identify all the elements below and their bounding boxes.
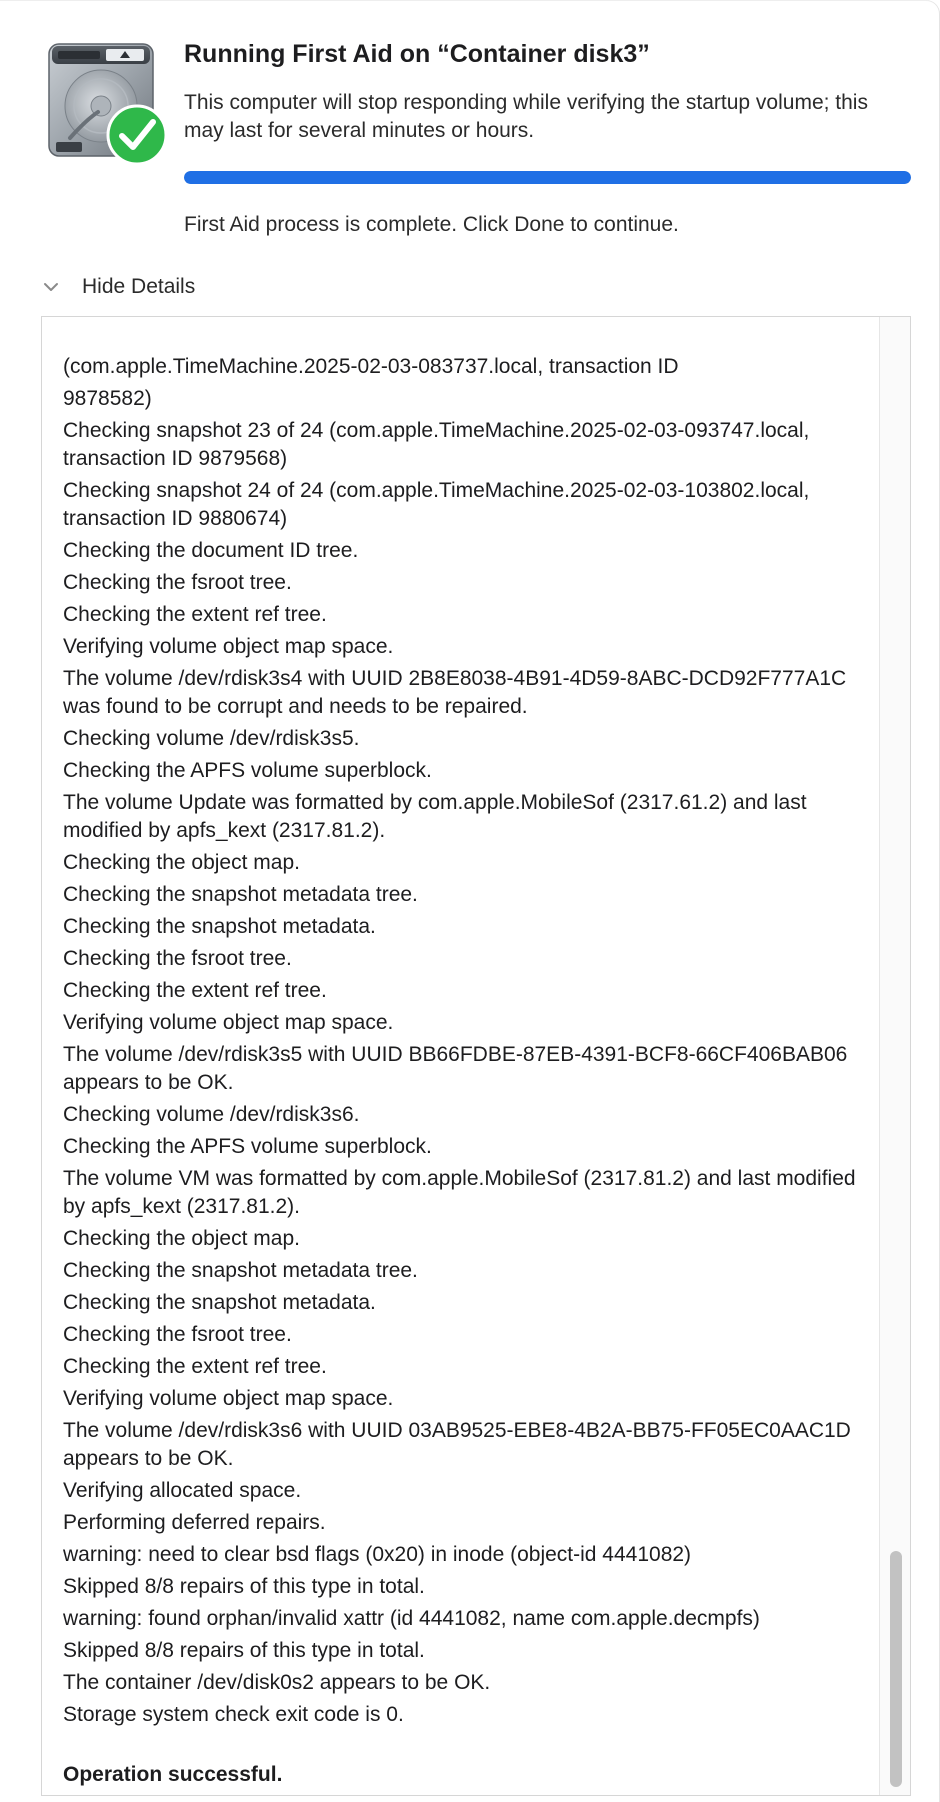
log-line: 9878582) — [63, 387, 152, 410]
log-line: Skipped 8/8 repairs of this type in total. — [63, 1575, 425, 1598]
log-line: Checking the fsroot tree. — [63, 947, 292, 970]
dialog-title: Running First Aid on “Container disk3” — [184, 40, 650, 68]
log-line: Checking volume /dev/rdisk3s6. — [63, 1103, 360, 1126]
log-line: Checking the snapshot metadata tree. — [63, 1259, 418, 1282]
log-line: Checking the extent ref tree. — [63, 979, 327, 1002]
log-final-line: Operation successful. — [63, 1763, 283, 1786]
log-line: Checking the snapshot metadata. — [63, 915, 376, 938]
log-line: Verifying allocated space. — [63, 1479, 302, 1502]
progress-fill — [184, 171, 911, 184]
log-line: Checking the extent ref tree. — [63, 603, 327, 626]
progress-bar — [184, 171, 911, 184]
log-line: Checking volume /dev/rdisk3s5. — [63, 727, 360, 750]
log-line: Checking the document ID tree. — [63, 539, 359, 562]
checkmark-badge-icon — [106, 104, 168, 166]
log-line: Performing deferred repairs. — [63, 1511, 326, 1534]
log-scrollbar[interactable] — [879, 317, 910, 1795]
log-lines — [63, 385, 860, 1729]
chevron-down-icon — [40, 276, 62, 298]
log-line: The volume Update was formatted by com.apple.MobileSof (2317.61.2) and last modified by apfs_kext (2317.81.2). — [63, 791, 807, 842]
log-line: Checking the snapshot metadata. — [63, 1291, 376, 1314]
log-line: Verifying volume object map space. — [63, 635, 394, 658]
hide-details-toggle[interactable] — [40, 272, 195, 302]
log-line: Checking the object map. — [63, 1227, 300, 1250]
log-line: Checking the APFS volume superblock. — [63, 759, 432, 782]
log-line: warning: need to clear bsd flags (0x20) in inode (object-id 4441082) — [63, 1543, 692, 1566]
log-line: Checking the fsroot tree. — [63, 1323, 292, 1346]
log-line: warning: found orphan/invalid xattr (id 4441082, name com.apple.decmpfs) — [63, 1607, 760, 1630]
log-line: Checking the fsroot tree. — [63, 571, 292, 594]
log-line: Checking the object map. — [63, 851, 300, 874]
log-line: The volume /dev/rdisk3s4 with UUID 2B8E8038-4B91-4D59-8ABC-DCD92F777A1C was found to be corrupt and needs to be repaired. — [63, 667, 847, 718]
log-line: Checking snapshot 23 of 24 (com.apple.TimeMachine.2025-02-03-093747.local, transaction ID 9879568) — [63, 419, 810, 470]
log-scrollbar-thumb[interactable] — [890, 1551, 902, 1787]
status-message: First Aid process is complete. Click Done to continue. — [184, 213, 679, 236]
log-line: Checking the extent ref tree. — [63, 1355, 327, 1378]
hide-details-label: Hide Details — [82, 275, 196, 298]
log-line: The container /dev/disk0s2 appears to be OK. — [63, 1671, 491, 1694]
log-content — [63, 353, 860, 1795]
log-line: The volume /dev/rdisk3s5 with UUID BB66FDBE-87EB-4391-BCF8-66CF406BAB06 appears to be OK. — [63, 1043, 848, 1094]
details-log[interactable] — [41, 316, 911, 1796]
log-spacer — [63, 1733, 860, 1761]
log-line: Verifying volume object map space. — [63, 1387, 394, 1410]
dialog-subtitle: This computer will stop responding while verifying the startup volume; this may last for several minutes or hours. — [184, 91, 868, 142]
log-line-partial: (com.apple.TimeMachine.2025-02-03-083737.local, transaction ID — [63, 355, 679, 378]
log-line: The volume VM was formatted by com.apple.MobileSof (2317.81.2) and last modified by apfs_kext (2317.81.2). — [63, 1167, 856, 1218]
log-line: Skipped 8/8 repairs of this type in total. — [63, 1639, 425, 1662]
log-line: Checking the APFS volume superblock. — [63, 1135, 432, 1158]
log-line: The volume /dev/rdisk3s6 with UUID 03AB9525-EBE8-4B2A-BB75-FF05EC0AAC1D appears to be OK. — [63, 1419, 851, 1470]
log-line: Verifying volume object map space. — [63, 1011, 394, 1034]
log-line: Storage system check exit code is 0. — [63, 1703, 404, 1726]
log-line: Checking the snapshot metadata tree. — [63, 883, 418, 906]
log-line: Checking snapshot 24 of 24 (com.apple.TimeMachine.2025-02-03-103802.local, transaction ID 9880674) — [63, 479, 810, 530]
